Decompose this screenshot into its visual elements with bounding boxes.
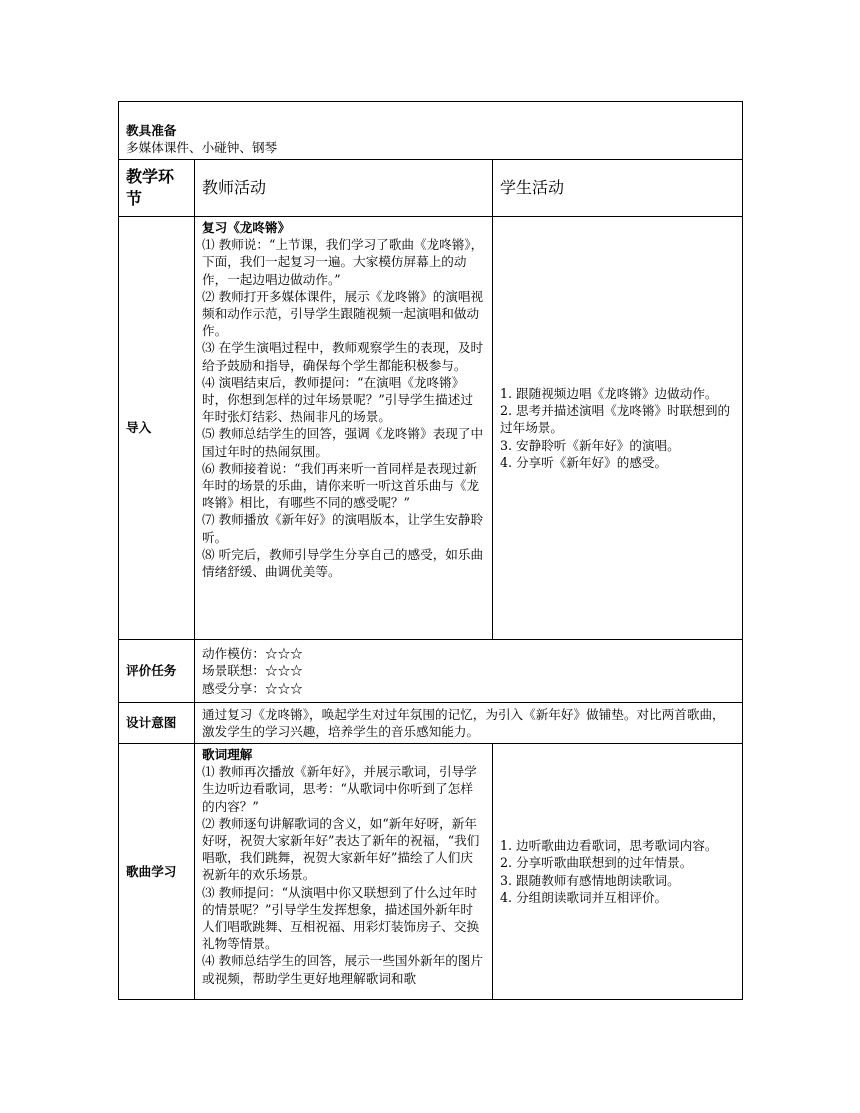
intro-student-cell [493,217,743,640]
song-label: 歌曲学习 [119,744,195,1000]
intro-student-item: 4. 分享听《新年好》的感受。 [500,454,668,470]
prep-content: 多媒体课件、小碰钟、钢琴 [126,139,278,155]
song-student-item: 3. 跟随教师有感情地朗读歌词。 [500,872,680,888]
intro-teacher-item: ⑺ 教师播放《新年好》的演唱版本，让学生安静聆听。 [202,512,484,545]
evaluation-item: 感受分享：☆☆☆ [202,680,303,696]
song-teacher-item: ⑷ 教师总结学生的回答，展示一些国外新年的图片或视频，帮助学生更好地理解歌词和歌 [202,953,484,986]
song-student-item: 4. 分组朗读歌词并互相评价。 [500,889,668,905]
prep-row [119,102,743,160]
intro-student-item: 3. 安静聆听《新年好》的演唱。 [500,437,680,453]
lesson-plan-table [118,101,743,1000]
header-row [119,160,743,217]
design-row [119,703,743,744]
design-cell [195,703,743,744]
prep-title: 教具准备 [126,122,177,138]
evaluation-cell [195,640,743,703]
song-row [119,744,743,1000]
song-student-item: 2. 分享听歌曲联想到的过年情景。 [500,855,693,871]
prep-cell [119,102,743,160]
intro-row [119,217,743,640]
intro-teacher-item: ⑶ 在学生演唱过程中，教师观察学生的表现，及时给予鼓励和指导，确保每个学生都能积极参与。 [202,340,484,373]
intro-label: 导入 [119,217,195,640]
song-teacher-item: ⑴ 教师再次播放《新年好》，并展示歌词，引导学生边听边看歌词，思考：“从歌词中你听到了怎样的内容？” [202,764,477,814]
song-title: 歌词理解 [202,747,253,762]
intro-teacher-item: ⑷ 演唱结束后，教师提问：“在演唱《龙咚锵》时，你想到怎样的过年场景呢？”引导学生描述过年时张灯结彩、热闹非凡的场景。 [202,374,473,425]
design-content: 通过复习《龙咚锵》，唤起学生对过年氛围的记忆，为引入《新年好》做铺垫。对比两首歌曲，激发学生的学习兴趣，培养学生的音乐感知能力。 [202,706,725,739]
intro-student-item: 2. 思考并描述演唱《龙咚锵》时联想到的过年场景。 [500,403,731,436]
evaluation-item: 场景联想：☆☆☆ [202,663,303,679]
evaluation-row [119,640,743,703]
intro-teacher-cell [195,217,493,640]
design-label: 设计意图 [119,703,195,744]
song-student-cell [493,744,743,1000]
intro-teacher-item: ⑴ 教师说：“上节课，我们学习了歌曲《龙咚锵》，下面，我们一起复习一遍。大家模仿屏幕上的动作，一起边唱边做动作。” [202,237,484,287]
intro-teacher-item: ⑸ 教师总结学生的回答，强调《龙咚锵》表现了中国过年时的热闹氛围。 [202,426,484,459]
song-student-item: 1. 边听歌曲边看歌词，思考歌词内容。 [500,838,718,854]
intro-teacher-item: ⑻ 听完后，教师引导学生分享自己的感受，如乐曲情绪舒缓、曲调优美等。 [202,546,484,580]
evaluation-item: 动作模仿：☆☆☆ [202,646,303,662]
song-teacher-item: ⑶ 教师提问：“从演唱中你又联想到了什么过年时的情景呢？”引导学生发挥想象，描述国外新年时人们唱歌跳舞、互相祝福、用彩灯装饰房子、交换礼物等情景。 [202,884,480,952]
intro-title: 复习《龙咚锵》 [202,220,291,235]
intro-teacher-item: ⑵ 教师打开多媒体课件，展示《龙咚锵》的演唱视频和动作示范，引导学生跟随视频一起演唱和做动作。 [202,288,484,339]
header-student: 学生活动 [493,160,743,217]
evaluation-label: 评价任务 [119,640,195,703]
header-stage: 教学环节 [119,160,195,217]
song-teacher-cell [195,744,493,1000]
intro-student-item: 1. 跟随视频边唱《龙咚锵》边做动作。 [500,385,718,401]
song-teacher-item: ⑵ 教师逐句讲解歌词的含义，如“新年好呀，新年好呀，祝贺大家新年好”表达了新年的祝福，“我们唱歌，我们跳舞，祝贺大家新年好”描绘了人们庆祝新年的欢乐场景。 [202,815,480,883]
header-teacher: 教师活动 [195,160,493,217]
intro-teacher-item: ⑹ 教师接着说：“我们再来听一首同样是表现过新年时的场景的乐曲，请你来听一听这首乐曲与《龙咚锵》相比，有哪些不同的感受呢？” [202,460,480,511]
